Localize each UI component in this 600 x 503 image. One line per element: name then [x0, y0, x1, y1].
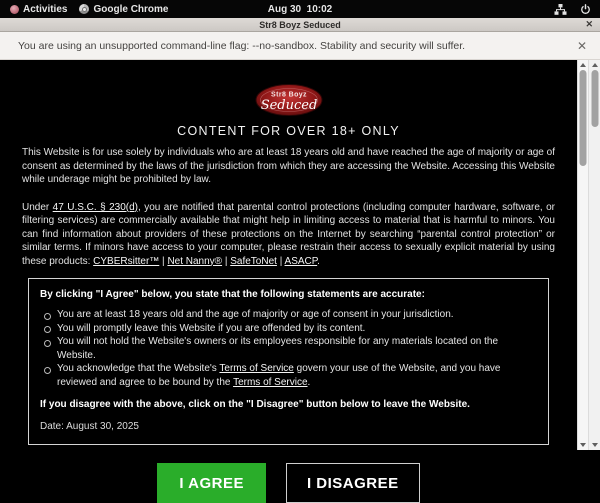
button-row	[0, 463, 577, 503]
bullet-text: You are at least 18 years old and the age of majority or age of consent in your jurisdiction.	[57, 309, 454, 320]
clock[interactable]: Aug 30 10:02	[267, 3, 333, 15]
window-title: Str8 Boyz Seduced	[259, 19, 341, 30]
infobar-message: You are using an unsupported command-line flag: --no-sandbox. Stability and security will suffer.	[18, 39, 466, 52]
scroll-down-icon[interactable]	[580, 443, 586, 447]
separator: |	[222, 255, 231, 267]
activities-button[interactable]	[0, 0, 73, 18]
safetonet-link[interactable]: SafeToNet	[230, 255, 277, 267]
gnome-top-bar	[0, 0, 600, 18]
chrome-infobar	[0, 32, 600, 60]
bullet-text: govern your use of the Website, and you have reviewed and agree to be bound by the	[57, 363, 501, 388]
list-item	[40, 362, 537, 389]
i-agree-button[interactable]: I AGREE	[157, 463, 266, 503]
date-label: Date: August 30, 2025	[40, 421, 139, 432]
power-icon	[580, 4, 591, 15]
logo-text-line2: Seduced	[260, 98, 317, 113]
para2-body: , you are notified that parental control protections (including computer hardware, software, or filtering services) are commercially available that might help in limiting access to material that is harmful to minors. You can find information about providers of these protections on the Internet by searching “parental control protection” or similar terms. If minors have access to your computer, please restrain their access to sexually explicit material by using these products:	[22, 201, 555, 267]
bullet-text: You will promptly leave this Website if you are offended by its content.	[57, 322, 366, 334]
scroll-up-icon[interactable]	[580, 63, 586, 67]
para2-pre: Under	[22, 201, 53, 213]
scrollbar-thumb[interactable]	[580, 70, 587, 166]
window-title-bar	[0, 18, 600, 32]
logo-text-line1: Str8 Boyz	[270, 91, 307, 99]
para2-end: .	[317, 255, 320, 267]
asacp-link[interactable]: ASACP	[284, 255, 318, 267]
window-scrollbar[interactable]	[588, 60, 600, 450]
infobar-close-icon[interactable]: ✕	[576, 38, 587, 53]
agreement-list	[40, 308, 537, 389]
scroll-up-icon[interactable]	[592, 63, 598, 67]
window-close-icon[interactable]: ✕	[585, 19, 593, 29]
netnanny-link[interactable]: Net Nanny®	[167, 255, 223, 267]
terms-of-service-link[interactable]: Terms of Service	[219, 363, 294, 374]
bullet-text: You acknowledge that the Website's	[57, 363, 220, 374]
scroll-down-icon[interactable]	[592, 443, 598, 447]
agreement-intro: By clicking "I Agree" below, you state that the following statements are accurate:	[40, 289, 425, 300]
statute-link[interactable]: 47 U.S.C. § 230(d)	[52, 201, 139, 213]
activities-label: Activities	[23, 3, 68, 15]
separator: |	[276, 255, 285, 267]
terms-of-service-link[interactable]: Terms of Service	[233, 376, 308, 388]
list-item	[40, 308, 537, 322]
site-logo	[254, 83, 324, 117]
chrome-icon	[79, 4, 89, 14]
i-disagree-button[interactable]: I DISAGREE	[286, 463, 420, 503]
parental-controls-paragraph	[0, 201, 577, 269]
cybersitter-link[interactable]: CYBERsitter™	[93, 255, 160, 267]
system-status-area[interactable]	[554, 0, 591, 18]
bullet-text: .	[307, 376, 311, 388]
inner-scrollbar[interactable]	[577, 60, 588, 450]
chrome-label: Google Chrome	[93, 3, 169, 15]
activities-icon	[10, 5, 19, 14]
age-gate-page	[0, 60, 577, 492]
page-title: CONTENT FOR OVER 18+ ONLY	[177, 124, 400, 138]
list-item	[40, 335, 537, 362]
bullet-text: You will not hold the Website's owners or its employees responsible for any materials located on the Website.	[57, 336, 499, 361]
list-item	[40, 322, 537, 336]
agreement-box	[28, 278, 549, 445]
logo-wrap	[0, 83, 577, 117]
separator: |	[159, 255, 168, 267]
disagree-instruction: If you disagree with the above, click on the "I Disagree" button below to leave the Website.	[40, 399, 470, 410]
network-icon	[554, 4, 567, 15]
chrome-taskbar-item[interactable]	[73, 0, 174, 18]
age-statement-paragraph: This Website is for use solely by individuals who are at least 18 years old and have reached the age of majority or age of consent as determined by the laws of the jurisdiction from which they are accessing the Website. Accessing this Website while underage might be prohibited by law.	[22, 147, 555, 185]
scrollbar-thumb[interactable]	[591, 70, 598, 127]
